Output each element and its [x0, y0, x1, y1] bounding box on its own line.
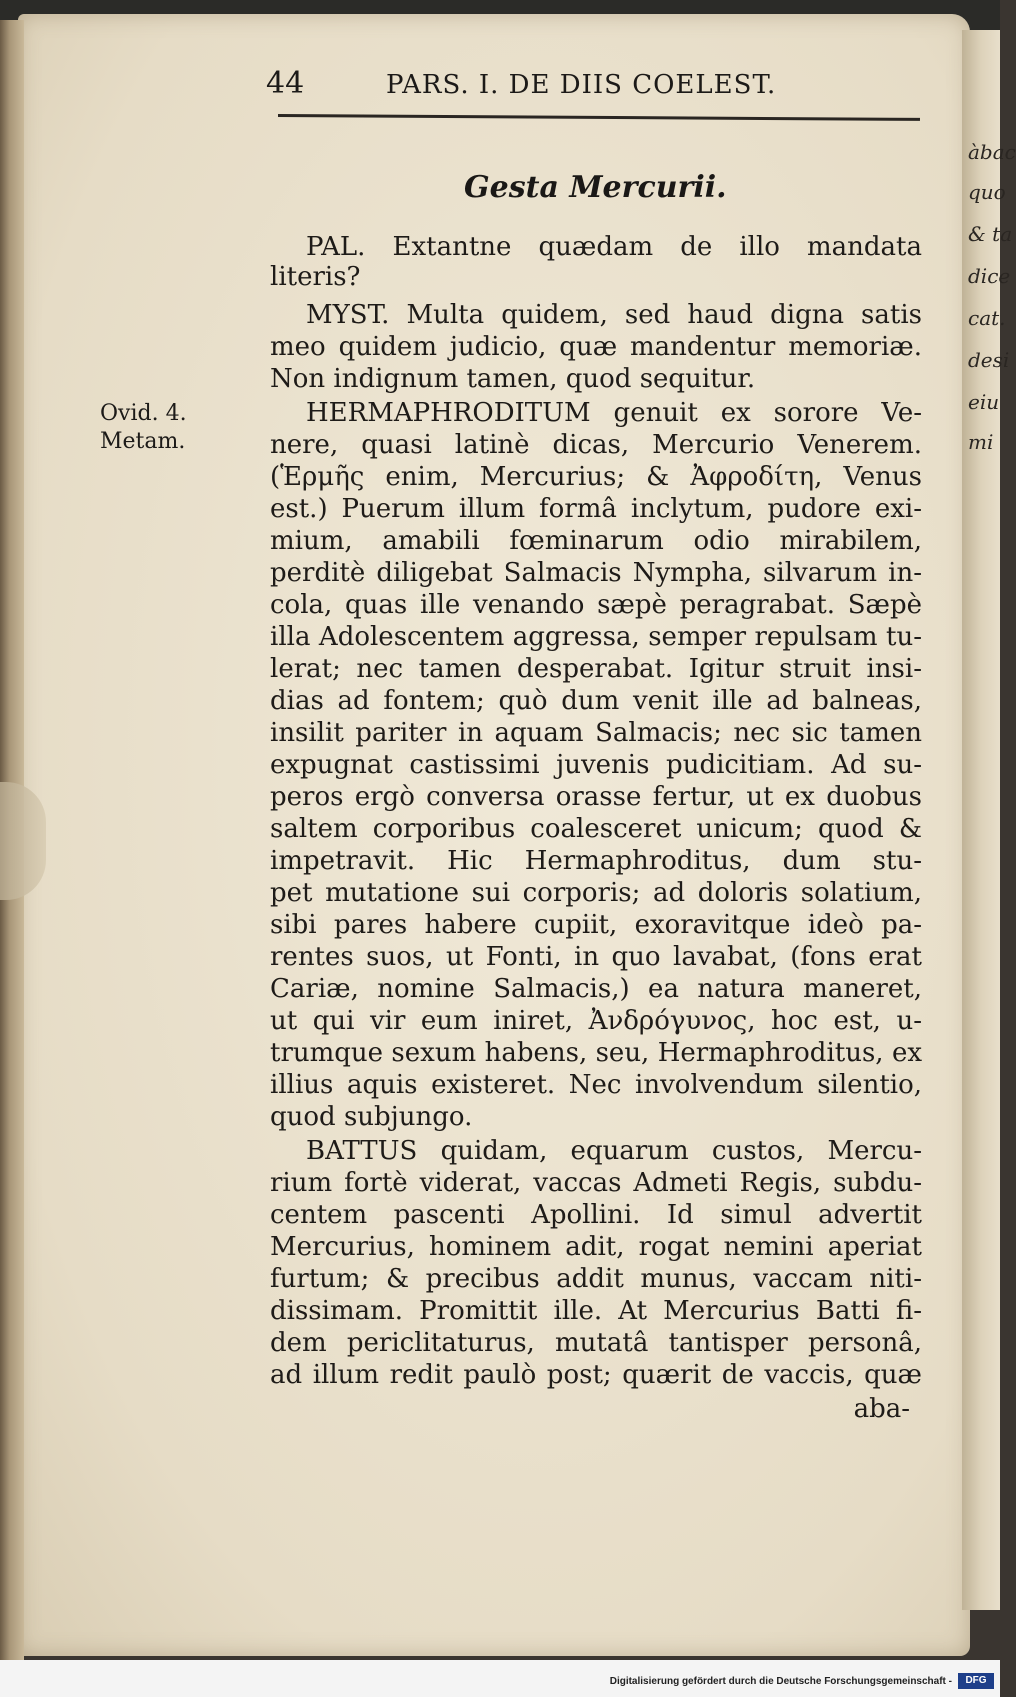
running-title: PARS. I. DE DIIS COELEST. — [386, 70, 777, 100]
margin-note — [100, 400, 187, 456]
text-line: HERMAPHRODITUM genuit ex sorore Ve- — [306, 398, 922, 428]
footer-credit: Digitalisierung gefördert durch die Deutsche Forschungsgemeinschaft - — [609, 1676, 952, 1687]
facing-fragment: dice — [968, 264, 1011, 288]
text-line: illius aquis existeret. Nec involvendum silentio, — [270, 1070, 922, 1100]
facing-fragment: & ta — [968, 222, 1013, 246]
facing-fragment: cat. — [968, 306, 1006, 330]
text-line: illa Adolescentem aggressa, semper repulsam tu- — [270, 622, 922, 652]
text-line: peros ergò conversa orasse fertur, ut ex duobus — [270, 782, 922, 812]
text-line: literis? — [270, 262, 361, 292]
text-line: BATTUS quidam, equarum custos, Mercu- — [306, 1136, 922, 1166]
text-line: PAL. Extantne quædam de illo mandata — [306, 232, 922, 262]
text-line: ad illum redit paulò post; quærit de vaccis, quæ — [270, 1360, 922, 1390]
text-line: trumque sexum habens, seu, Hermaphroditus, ex — [270, 1038, 922, 1068]
text-line: dias ad fontem; quò dum venit ille ad balneas, — [270, 686, 922, 716]
text-line: Non indignum tamen, quod sequitur. — [270, 364, 756, 394]
page-clip — [0, 782, 46, 900]
text-line: dissimam. Promittit ille. At Mercurius Batti fi- — [270, 1296, 922, 1326]
page-header — [266, 66, 826, 112]
facing-fragment: quo — [968, 180, 1006, 204]
text-line: quod subjungo. — [270, 1102, 473, 1132]
facing-fragment: eiu — [968, 390, 1000, 414]
text-line: furtum; & precibus addit munus, vaccam niti- — [270, 1264, 922, 1294]
text-line: sibi pares habere cupiit, exoravitque ideò pa- — [270, 910, 922, 940]
facing-fragment: mi — [968, 430, 994, 454]
text-line: insilit pariter in aquam Salmacis; nec sic tamen — [270, 718, 922, 748]
text-line: meo quidem judicio, quæ mandentur memoriæ. — [270, 332, 922, 362]
catchword: aba- — [853, 1394, 910, 1424]
text-line: (Ἑρμῆς enim, Mercurius; & Ἀφροδίτη, Venus — [270, 462, 922, 492]
text-line: rentes suos, ut Fonti, in quo lavabat, (fons erat — [270, 942, 922, 972]
text-line: lerat; nec tamen desperabat. Igitur struit insi- — [270, 654, 922, 684]
text-line: ut qui vir eum iniret, Ἀνδρόγυνος, hoc est, u- — [270, 1006, 922, 1036]
text-line: expugnat castissimi juvenis pudicitiam. Ad su- — [270, 750, 922, 780]
text-line: dem periclitaturus, mutatâ tantisper personâ, — [270, 1328, 922, 1358]
margin-note-line: Ovid. 4. — [100, 401, 187, 426]
section-title: Gesta Mercurii. — [464, 170, 727, 205]
facing-fragment: desi — [968, 348, 1010, 372]
text-line: mium, amabili fœminarum odio mirabilem, — [270, 526, 922, 556]
text-line: Cariæ, nomine Salmacis,) ea natura maneret, — [270, 974, 922, 1004]
text-line: cola, quas ille venando sæpè peragrabat. Sæpè — [270, 590, 922, 620]
margin-note-line: Metam. — [100, 429, 186, 454]
text-line: saltem corporibus coalesceret unicum; quod & — [270, 814, 922, 844]
text-line: nere, quasi latinè dicas, Mercurio Venerem. — [270, 430, 922, 460]
text-line: rium fortè viderat, vaccas Admeti Regis, subdu- — [270, 1168, 922, 1198]
text-line: MYST. Multa quidem, sed haud digna satis — [306, 300, 922, 330]
text-line: impetravit. Hic Hermaphroditus, dum stu- — [270, 846, 922, 876]
facing-fragment: àbac — [968, 140, 1016, 164]
dfg-logo: DFG — [958, 1673, 994, 1689]
text-line: est.) Puerum illum formâ inclytum, pudore exi- — [270, 494, 922, 524]
text-line: Mercurius, hominem adit, rogat nemini aperiat — [270, 1232, 922, 1262]
page-number: 44 — [266, 66, 305, 101]
text-line: centem pascenti Apollini. Id simul advertit — [270, 1200, 922, 1230]
text-line: perditè diligebat Salmacis Nympha, silvarum in- — [270, 558, 922, 588]
facing-page-edge — [962, 30, 1016, 1610]
text-line: pet mutatione sui corporis; ad doloris solatium, — [270, 878, 922, 908]
